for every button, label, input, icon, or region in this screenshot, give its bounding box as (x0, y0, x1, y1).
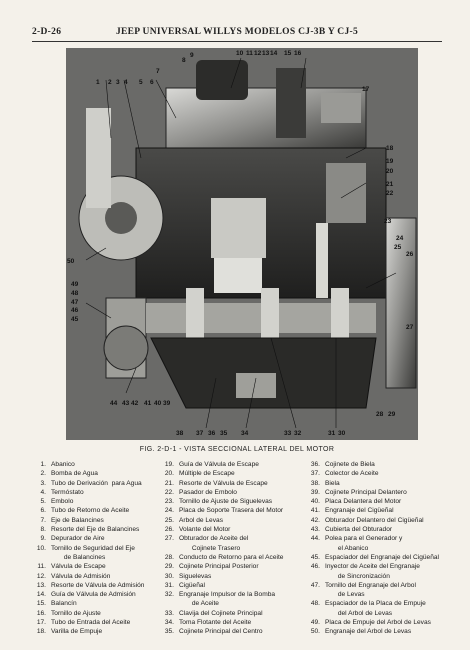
legend-item-text: Engranaje del Cigüeñal (325, 507, 394, 515)
legend-item-number: 41. (310, 507, 320, 515)
legend-item-text: Polea para el Generador y (325, 535, 403, 543)
legend-item (306, 572, 452, 581)
callout-50: 50 (67, 258, 75, 265)
legend-item-text: Cubierta del Obturador (325, 526, 393, 534)
legend-item (306, 525, 452, 534)
legend-item (306, 460, 452, 469)
legend-item (32, 516, 160, 525)
callout-27: 27 (406, 324, 414, 331)
legend-item (160, 590, 306, 599)
legend-item-number: 29. (164, 563, 174, 571)
legend-item-text: Cojinete Principal del Centro (179, 628, 263, 636)
legend-item-text: Obturador de Aceite del (179, 535, 249, 543)
callout-7: 7 (156, 68, 160, 75)
legend-item-text: de Balancines (51, 553, 106, 561)
legend-item-text: Cigüeñal (179, 581, 206, 589)
legend-item-text: el Abanico (325, 544, 369, 552)
callout-25: 25 (394, 244, 402, 251)
legend-item-text: Resorte de Válvula de Escape (179, 479, 268, 487)
legend-item (306, 506, 452, 515)
legend-item (160, 460, 306, 469)
callout-36: 36 (208, 430, 216, 437)
legend-item-text: Abanico (51, 461, 75, 468)
legend-item-number: 34. (164, 619, 174, 627)
legend-item-text: Guía de Válvula de Admisión (51, 591, 136, 599)
callout-12: 12 (254, 50, 262, 57)
legend-item (306, 479, 452, 488)
legend-item-text: Válvula de Escape (51, 563, 106, 571)
legend-item (32, 544, 160, 553)
legend-item-number: 21. (164, 479, 174, 487)
callout-34: 34 (241, 430, 249, 437)
legend-column-3 (306, 460, 452, 637)
legend-item (306, 469, 452, 478)
legend-item-text: de Levas (325, 591, 365, 599)
callout-42: 42 (131, 400, 139, 407)
legend-item (306, 488, 452, 497)
callout-23: 23 (384, 218, 392, 225)
callout-4: 4 (124, 79, 128, 86)
callout-40: 40 (154, 400, 162, 407)
callout-39: 39 (163, 400, 171, 407)
legend-item-number: 24. (164, 507, 174, 515)
callout-21: 21 (386, 181, 394, 188)
callout-22: 22 (386, 190, 394, 197)
legend-item-number: 7. (40, 516, 46, 524)
callout-31: 31 (328, 430, 336, 437)
legend-item-text: Múltiple de Escape (179, 470, 235, 478)
legend-item-text: Inyector de Aceite del Engranaje (325, 563, 420, 571)
legend-item-number: 43. (310, 526, 320, 534)
legend-item-number: 8. (40, 526, 46, 534)
callout-32: 32 (294, 430, 302, 437)
callout-47: 47 (71, 299, 79, 306)
legend-item-number: 20. (164, 470, 174, 478)
callout-37: 37 (196, 430, 204, 437)
legend-item-text: Válvula de Admisión (51, 572, 111, 580)
legend-item (32, 618, 160, 627)
legend-item-number: 39. (310, 488, 320, 496)
callout-49: 49 (71, 281, 79, 288)
legend-item-number: 49. (310, 619, 320, 627)
callout-14: 14 (270, 50, 278, 57)
legend-item-number: 4. (40, 488, 46, 496)
callout-2: 2 (108, 79, 112, 86)
callout-17: 17 (362, 86, 370, 93)
callout-26: 26 (406, 251, 414, 258)
legend-item (32, 525, 160, 534)
legend-item (306, 590, 452, 599)
legend-item-number: 35. (164, 628, 174, 636)
legend-item-text: de Aceite (179, 600, 219, 608)
legend-item-text: Balancín (51, 600, 77, 608)
legend-item-number (306, 590, 320, 599)
legend-item (32, 590, 160, 599)
callout-38: 38 (176, 430, 184, 437)
legend-item (32, 609, 160, 618)
legend-item-text: Cojinete de Biela (325, 461, 375, 468)
legend-item (306, 534, 452, 543)
legend-item-text: Colector de Aceite (325, 470, 379, 478)
legend-item (32, 581, 160, 590)
legend-item-number: 44. (310, 535, 320, 543)
legend-item (160, 627, 306, 636)
legend-item-text: Engranaje Impulsor de la Bomba (179, 591, 276, 599)
legend-item (306, 599, 452, 608)
legend-item-number (306, 572, 320, 581)
legend-item-number: 9. (40, 535, 46, 543)
legend-item-number: 17. (36, 619, 46, 627)
legend-item-text: Siguelevas (179, 572, 212, 580)
legend-item-number: 2. (40, 470, 46, 478)
callout-24: 24 (396, 235, 404, 242)
legend-item-text: Tubo de Retorno de Aceite (51, 507, 130, 515)
callout-11: 11 (246, 50, 253, 57)
legend-item-number (306, 609, 320, 618)
legend-item-text: Placa Delantera del Motor (325, 498, 402, 506)
callout-43: 43 (122, 400, 130, 407)
legend-item (160, 479, 306, 488)
legend-item-number: 48. (310, 600, 320, 608)
engine-cutaway-figure (66, 48, 418, 440)
legend-item-number: 25. (164, 516, 174, 524)
legend-item (32, 488, 160, 497)
legend-item-number: 19. (164, 461, 174, 468)
legend-item-text: Espaciador de la Placa de Empuje (325, 600, 426, 608)
callout-15: 15 (284, 50, 292, 57)
callout-44: 44 (110, 400, 118, 407)
legend-item-text: Tornillo de Ajuste (51, 609, 101, 617)
legend-item (160, 497, 306, 506)
legend-item (32, 506, 160, 515)
legend-item (160, 525, 306, 534)
legend-item-number: 30. (164, 572, 174, 580)
legend-item-number: 23. (164, 498, 174, 506)
legend-item-number: 13. (36, 581, 46, 589)
legend-item-number: 47. (310, 581, 320, 589)
engine-cutaway-illustration (66, 48, 418, 440)
legend-item-number: 40. (310, 498, 320, 506)
legend-item-number: 18. (36, 628, 46, 636)
callout-6: 6 (150, 79, 154, 86)
callout-16: 16 (294, 50, 302, 57)
legend-item-text: Obturador Delantero del Cigüeñal (325, 516, 424, 524)
callout-33: 33 (284, 430, 292, 437)
callout-9: 9 (190, 52, 194, 59)
callout-13: 13 (262, 50, 270, 57)
legend-item (306, 618, 452, 627)
legend-item-number: 42. (310, 516, 320, 524)
legend-item-text: Eje de Balancines (51, 516, 104, 524)
legend-item-number (306, 544, 320, 553)
figure-caption: FIG. 2-D-1 - VISTA SECCIONAL LATERAL DEL MOTOR (139, 446, 335, 453)
legend-item (32, 469, 160, 478)
callout-5: 5 (139, 79, 143, 86)
legend-item (160, 553, 306, 562)
callout-48: 48 (71, 290, 79, 297)
legend-item-number: 38. (310, 479, 320, 487)
legend-item (160, 469, 306, 478)
legend-item-text: Resorte de Válvula de Admisión (51, 581, 145, 589)
legend-item-number: 33. (164, 609, 174, 617)
legend-item (306, 544, 452, 553)
callout-8: 8 (182, 57, 186, 64)
legend-item (306, 562, 452, 571)
legend-item-text: Embolo (51, 498, 74, 506)
legend-item-text: Termóstato (51, 488, 84, 496)
legend-item-text: Depurador de Aire (51, 535, 105, 543)
legend-item (160, 581, 306, 590)
callout-35: 35 (220, 430, 228, 437)
legend-item-text: Tornillo de Seguridad del Eje (51, 544, 135, 552)
legend-item (160, 506, 306, 515)
callout-41: 41 (144, 400, 152, 407)
legend-item-text: Volante del Motor (179, 526, 231, 534)
legend-item (32, 497, 160, 506)
legend-item-number: 14. (36, 591, 46, 599)
legend-item-number (32, 553, 46, 562)
legend-item-text: Bomba de Agua (51, 470, 98, 478)
legend-item-number: 36. (310, 461, 320, 468)
legend-item-number: 1. (40, 461, 46, 468)
legend-item (160, 618, 306, 627)
legend-item-number: 32. (164, 591, 174, 599)
legend-item-text: Pasador de Embolo (179, 488, 237, 496)
legend-item-number: 37. (310, 470, 320, 478)
callout-28: 28 (376, 411, 384, 418)
legend-item-text: Tornillo del Engranaje del Arbol (325, 581, 416, 589)
legend-item (32, 534, 160, 543)
legend-item-number: 45. (310, 553, 320, 561)
callout-45: 45 (71, 316, 79, 323)
legend-item (306, 609, 452, 618)
callout-19: 19 (386, 158, 394, 165)
legend-item-text: Arbol de Levas (179, 516, 223, 524)
legend-item (160, 516, 306, 525)
legend-item-number: 5. (40, 498, 46, 506)
legend-item (160, 534, 306, 543)
legend-item (160, 544, 306, 553)
legend-item-text: Guía de Válvula de Escape (179, 461, 259, 468)
legend-item (306, 627, 452, 636)
legend-item-text: Biela (325, 479, 340, 487)
legend-item (160, 609, 306, 618)
legend-item-text: Engranaje del Arbol de Levas (325, 628, 412, 636)
legend-item (160, 488, 306, 497)
legend-item-text: de Sincronización (325, 572, 390, 580)
callout-10: 10 (236, 50, 244, 57)
legend-item (32, 562, 160, 571)
legend-item-number: 50. (310, 628, 320, 636)
legend-item-number: 31. (164, 581, 174, 589)
legend-item-number: 16. (36, 609, 46, 617)
legend-item-number: 12. (36, 572, 46, 580)
legend-item-text: Tornillo de Ajuste de Siguelevas (179, 498, 273, 506)
legend-item-number (160, 599, 174, 608)
legend-item-number: 11. (37, 563, 46, 571)
legend-item-number: 22. (164, 488, 174, 496)
legend-item-text: Cojinete Principal Delantero (325, 488, 407, 496)
legend-item-text: Espaciador del Engranaje del Cigüeñal (325, 553, 440, 561)
callout-1: 1 (96, 79, 100, 86)
legend-item-text: Placa de Empuje del Arbol de Levas (325, 619, 431, 627)
page-header (32, 27, 442, 41)
callout-30: 30 (338, 430, 346, 437)
callout-20: 20 (386, 168, 394, 175)
legend-item-text: Resorte del Eje de Balancines (51, 526, 140, 534)
legend-item-text: del Arbol de Levas (325, 609, 393, 617)
legend-item-number: 3. (40, 479, 46, 487)
legend-item (160, 599, 306, 608)
legend-item (32, 599, 160, 608)
legend-item-text: Tubo de Derivación para Agua (51, 479, 142, 487)
legend-item (306, 516, 452, 525)
legend-item (306, 581, 452, 590)
legend-item (32, 627, 160, 636)
legend-item-number: 6. (40, 507, 46, 515)
legend-item-text: Toma Flotante del Aceite (179, 619, 252, 627)
legend-item-text: Cojinete Trasero (179, 544, 241, 552)
legend-item (160, 572, 306, 581)
legend-item-number: 28. (164, 553, 174, 561)
legend-column-2 (160, 460, 306, 637)
legend-item (32, 572, 160, 581)
legend-item (32, 553, 160, 562)
legend-item-text: Cojinete Principal Posterior (179, 563, 259, 571)
legend-item (32, 460, 160, 469)
callout-46: 46 (71, 307, 79, 314)
legend-item-text: Clavija del Cojinete Principal (179, 609, 263, 617)
legend-item (160, 562, 306, 571)
callout-29: 29 (388, 411, 396, 418)
callout-3: 3 (116, 79, 120, 86)
legend-item-number: 27. (164, 535, 174, 543)
legend-item-number: 15. (36, 600, 46, 608)
legend-item (306, 497, 452, 506)
legend-item-number: 46. (310, 563, 320, 571)
callout-18: 18 (386, 145, 394, 152)
legend-column-1 (32, 460, 160, 637)
legend-item-text: Conducto de Retorno para el Aceite (179, 553, 284, 561)
running-title: JEEP UNIVERSAL WILLYS MODELOS CJ-3B Y CJ-5 (115, 27, 359, 37)
legend-item (32, 479, 160, 488)
legend-item-text: Placa de Soporte Trasera del Motor (179, 507, 284, 515)
legend-item-number: 10. (36, 544, 46, 552)
legend-item-number: 26. (164, 526, 174, 534)
legend-item-text: Tubo de Entrada del Aceite (51, 619, 131, 627)
legend-item-text: Varilla de Empuje (51, 628, 103, 636)
legend-item-number (160, 544, 174, 553)
header-rule (32, 41, 442, 42)
page-number: 2-D-26 (32, 27, 62, 37)
legend-item (306, 553, 452, 562)
